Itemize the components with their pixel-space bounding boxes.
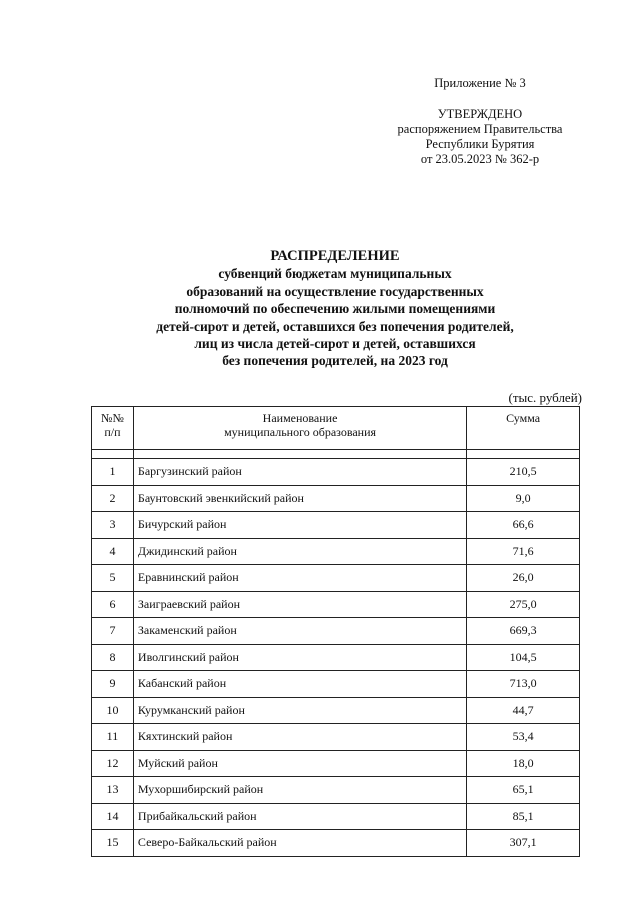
table-row <box>92 724 580 751</box>
table-header-row <box>92 407 580 450</box>
row-number: 10 <box>92 697 134 724</box>
distribution-table <box>91 406 580 857</box>
row-number: 7 <box>92 618 134 645</box>
row-number: 3 <box>92 512 134 539</box>
title-main: РАСПРЕДЕЛЕНИЕ <box>270 248 400 264</box>
approved-authority: Республики Бурятия <box>425 137 535 151</box>
subvention-amount: 9,0 <box>467 485 580 512</box>
table-row <box>92 618 580 645</box>
header-name-line1: Наименование <box>262 411 338 425</box>
header-num-line2: п/п <box>104 425 121 439</box>
subvention-amount: 104,5 <box>467 644 580 671</box>
table-row <box>92 644 580 671</box>
title-line: детей-сирот и детей, оставшихся без попечения родителей, <box>156 318 514 334</box>
table-row <box>92 830 580 857</box>
row-number: 5 <box>92 565 134 592</box>
municipality-name: Баргузинский район <box>133 459 466 486</box>
row-number: 11 <box>92 724 134 751</box>
header-name-line2: муниципального образования <box>224 425 377 439</box>
header-sum-label: Сумма <box>506 411 541 425</box>
subvention-amount: 713,0 <box>467 671 580 698</box>
municipality-name: Кабанский район <box>133 671 466 698</box>
row-number: 12 <box>92 750 134 777</box>
subvention-amount: 210,5 <box>467 459 580 486</box>
subvention-amount: 66,6 <box>467 512 580 539</box>
municipality-name: Иволгинский район <box>133 644 466 671</box>
row-number: 9 <box>92 671 134 698</box>
table-row <box>92 591 580 618</box>
table-row <box>92 512 580 539</box>
title-line: субвенций бюджетам муниципальных <box>218 266 452 282</box>
municipality-name: Баунтовский эвенкийский район <box>133 485 466 512</box>
table-row <box>92 803 580 830</box>
table-row <box>92 750 580 777</box>
municipality-name: Еравнинский район <box>133 565 466 592</box>
subvention-amount: 44,7 <box>467 697 580 724</box>
municipality-name: Закаменский район <box>133 618 466 645</box>
row-number: 6 <box>92 591 134 618</box>
approval-header <box>360 76 600 167</box>
row-number: 13 <box>92 777 134 804</box>
header-num <box>92 407 134 450</box>
table-gap-row <box>92 450 580 459</box>
subvention-amount: 307,1 <box>467 830 580 857</box>
title-line: полномочий по обеспечению жилыми помещениями <box>174 301 496 317</box>
municipality-name: Бичурский район <box>133 512 466 539</box>
table-row <box>92 671 580 698</box>
table-row <box>92 565 580 592</box>
subvention-amount: 71,6 <box>467 538 580 565</box>
approved-stamp: УТВЕРЖДЕНО <box>437 107 523 121</box>
subvention-amount: 26,0 <box>467 565 580 592</box>
municipality-name: Курумканский район <box>133 697 466 724</box>
annex-number: Приложение № 3 <box>434 76 526 90</box>
row-number: 4 <box>92 538 134 565</box>
table-row <box>92 777 580 804</box>
document-title <box>100 248 570 370</box>
municipality-name: Муйский район <box>133 750 466 777</box>
title-line: лиц из числа детей-сирот и детей, оставшихся <box>194 336 476 352</box>
approved-date: от 23.05.2023 № 362-р <box>420 152 540 166</box>
subvention-amount: 275,0 <box>467 591 580 618</box>
table-row <box>92 485 580 512</box>
municipality-name: Заиграевский район <box>133 591 466 618</box>
municipality-name: Прибайкальский район <box>133 803 466 830</box>
table-row <box>92 538 580 565</box>
title-line: без попечения родителей, на 2023 год <box>222 353 448 369</box>
row-number: 1 <box>92 459 134 486</box>
subvention-amount: 669,3 <box>467 618 580 645</box>
municipality-name: Кяхтинский район <box>133 724 466 751</box>
row-number: 14 <box>92 803 134 830</box>
header-num-line1: №№ <box>101 411 124 425</box>
approved-by: распоряжением Правительства <box>397 122 563 136</box>
header-sum <box>467 407 580 450</box>
unit-note: (тыс. рублей) <box>508 390 582 405</box>
municipality-name: Джидинский район <box>133 538 466 565</box>
row-number: 2 <box>92 485 134 512</box>
subvention-amount: 65,1 <box>467 777 580 804</box>
row-number: 15 <box>92 830 134 857</box>
header-name <box>133 407 466 450</box>
subvention-amount: 85,1 <box>467 803 580 830</box>
row-number: 8 <box>92 644 134 671</box>
title-line: образований на осуществление государственных <box>186 283 484 299</box>
table-row <box>92 459 580 486</box>
table-row <box>92 697 580 724</box>
subvention-amount: 18,0 <box>467 750 580 777</box>
subvention-amount: 53,4 <box>467 724 580 751</box>
municipality-name: Северо-Байкальский район <box>133 830 466 857</box>
municipality-name: Мухоршибирский район <box>133 777 466 804</box>
